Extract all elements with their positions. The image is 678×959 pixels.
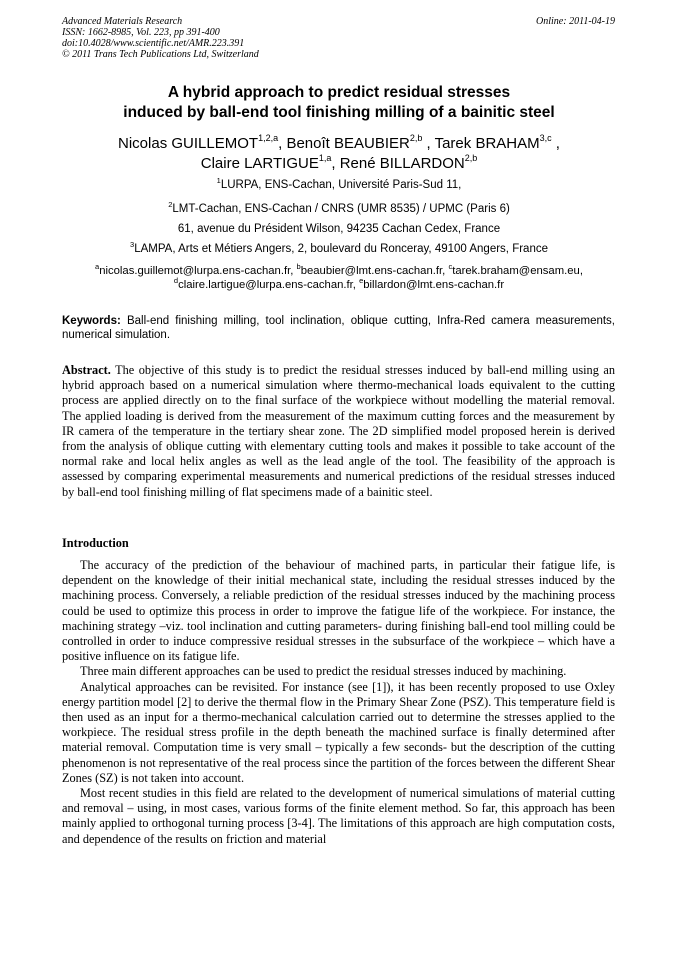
email-link[interactable]: nicolas.guillemot@lurpa.ens-cachan.fr, (99, 265, 294, 277)
introduction-body (62, 558, 615, 847)
title-line-1: A hybrid approach to predict residual stresses (167, 84, 511, 101)
online-date: Online: 2011-04-19 (536, 16, 615, 27)
email-sup: e (359, 276, 364, 286)
journal-header (62, 16, 615, 60)
affiliation-text: 61, avenue du Président Wilson, 94235 Cachan Cedex, France (177, 223, 501, 235)
abstract-text: The objective of this study is to predict the residual stresses induced by ball-end milling using an hybrid approach based on a numerical simulation where thermo-mechanical loads equivalent to the cutting process are applied directly on to the final surface of the workpiece without modelling the material removal. The applied loading is derived from the measurement of the maximum cutting forces and the measurement by IR camera of the temperature in the tertiary shear zone. The 2D simplified model proposed herein is derived from the analysis of oblique cutting with elementary cutting tools and makes it possible to take account of the normal rake and local helix angles as well as the lead angle of the tool. The feasibility of the approach is assessed by comparing experimental measurements and numerical predictions of the residual stresses induced by ball-end tool finishing milling of flat specimens made of a bainitic steel. (62, 363, 615, 499)
author-name: Benoît BEAUBIER (286, 135, 410, 152)
email-link[interactable]: tarek.braham@ensam.eu, (452, 265, 583, 277)
email-link[interactable]: claire.lartigue@lurpa.ens-cachan.fr, (178, 279, 356, 291)
email-sup: a (95, 262, 100, 272)
author-sup: 2,b (409, 133, 423, 143)
author-name: Tarek BRAHAM (434, 135, 540, 152)
abstract-label: Abstract. (62, 363, 111, 377)
issn-line: ISSN: 1662-8985, Vol. 223, pp 391-400 (62, 27, 220, 38)
journal-name: Advanced Materials Research (62, 16, 183, 27)
abstract-block (62, 363, 615, 500)
affiliation-address (40, 222, 638, 236)
affiliation-sup: 3 (130, 240, 135, 250)
paragraph: Three main different approaches can be used to predict the residual stresses induced by machining. (80, 664, 567, 679)
keywords-label: Keywords: (62, 315, 121, 327)
email-sup: d (173, 276, 179, 286)
copyright-line: © 2011 Trans Tech Publications Ltd, Switzerland (62, 49, 259, 60)
paragraph: Most recent studies in this field are related to the development of numerical simulations of material cutting and removal – using, in most cases, various forms of the finite element method. So far, this approach has been mainly applied to orthogonal turning process [3-4]. The limitations of this approach are high computation costs, and dependence of the results on friction and material (62, 786, 615, 846)
email-link[interactable]: billardon@lmt.ens-cachan.fr (363, 279, 505, 291)
author-sup: 1,2,a (258, 133, 279, 143)
author-sup: 2,b (464, 153, 478, 163)
author-list: Nicolas GUILLEMOT$^{1,2,a}$, Benoît BEAUBIER$^{2,b}$ , Tarek BRAHAM$^{3,c}$ , Claire LARTIGUE$^{1,a}$, René BILLARDON$^{2,b}$ (118, 133, 560, 172)
affiliation-sup: 1 (216, 176, 221, 186)
email-list (50, 264, 628, 292)
email-sup: c (448, 262, 453, 272)
author-name: Nicolas GUILLEMOT (118, 135, 259, 152)
paragraph: The accuracy of the prediction of the behaviour of machined parts, in particular their fatigue life, is dependent on the knowledge of their initial mechanical state, including the residual stresses induced by the machining process. Conversely, a reliable prediction of the residual stresses induced by the machining process could be used to optimize this process in order to improve the fatigue life of the workpiece. For instance, the machining strategy –viz. tool inclination and cutting parameters- during finishing ball-end tool milling could be controlled in order to induce compressive residual stresses in the subsurface of the workpiece – which have a positive influence on its fatigue life. (62, 558, 615, 664)
email-sup: b (296, 262, 301, 272)
affiliation-text: LURPA, ENS-Cachan, Université Paris-Sud 11, (220, 179, 462, 191)
affiliation-2 (40, 202, 638, 216)
affiliation-1 (40, 178, 638, 192)
section-heading-introduction: Introduction (62, 536, 129, 550)
author-sup: 3,c (539, 133, 552, 143)
email-link[interactable]: beaubier@lmt.ens-cachan.fr, (300, 265, 446, 277)
paragraph: Analytical approaches can be revisited. For instance (see [1]), it has been recently proposed to use Oxley energy partition model [2] to derive the thermal flow in the Primary Shear Zone (PSZ). This temperature field is then used as an input for a thermo-mechanical calculation carried out to determine the stresses applied to the workpiece. The residual stress profile in the depth beneath the machined surface is finally determined after material removal. Computation time is very small – typically a few seconds- but the description of the cutting phenomenon is not representative of the real process since the partition of the forces between the different Shear Zones (SZ) is not taken into account. (62, 679, 615, 785)
paper-title (40, 83, 638, 123)
affiliation-text: LMT-Cachan, ENS-Cachan / CNRS (UMR 8535) / UPMC (Paris 6) (172, 203, 510, 215)
affiliation-sup: 2 (168, 200, 173, 210)
keywords-block (62, 314, 615, 342)
doi-line: doi:10.4028/www.scientific.net/AMR.223.391 (62, 38, 245, 49)
affiliation-3 (40, 242, 638, 256)
title-line-2: induced by ball-end tool finishing milling of a bainitic steel (123, 104, 555, 121)
author-sup: 1,a (318, 153, 332, 163)
affiliation-text: LAMPA, Arts et Métiers Angers, 2, boulevard du Ronceray, 49100 Angers, France (134, 243, 548, 255)
author-name: René BILLARDON (339, 155, 465, 172)
author-name: Claire LARTIGUE (200, 155, 319, 172)
keywords-text: Ball-end finishing milling, tool inclination, oblique cutting, Infra-Red camera measurements, numerical simulation. (62, 315, 615, 341)
